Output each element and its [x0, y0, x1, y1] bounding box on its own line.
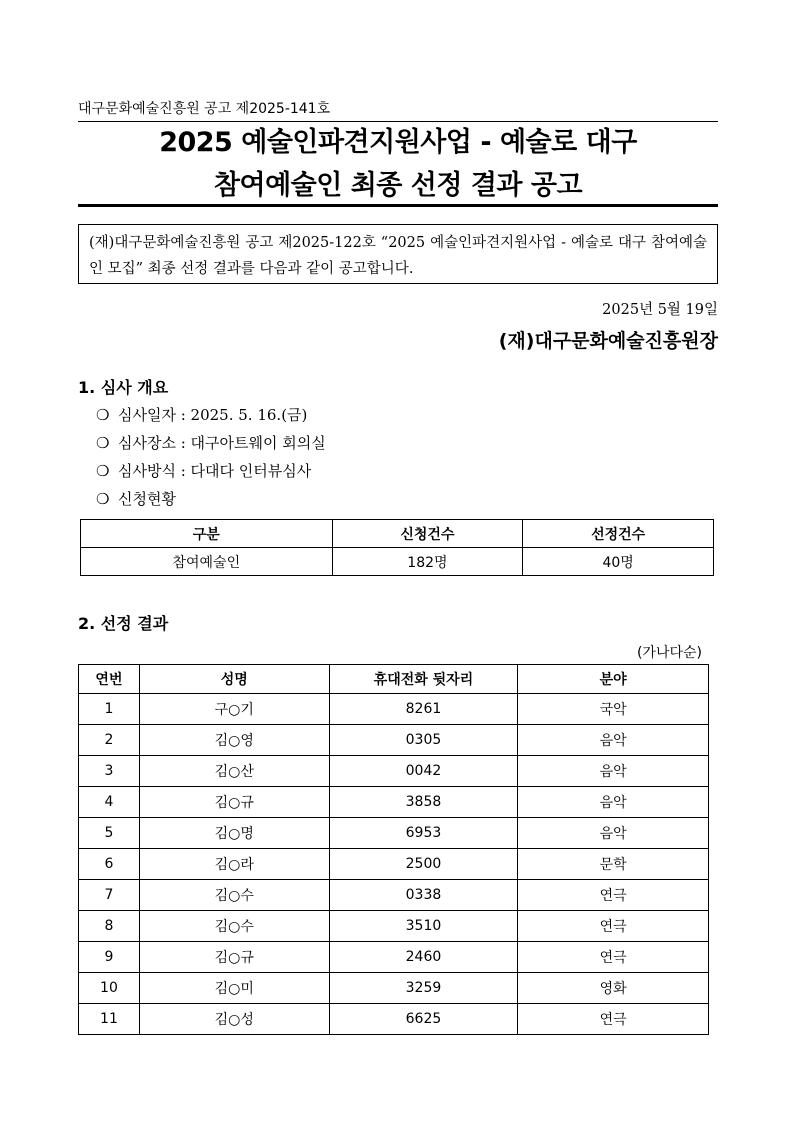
table-cell: 김○라 [139, 849, 329, 880]
table-cell: 11 [79, 1004, 140, 1035]
table-cell: 김○규 [139, 942, 329, 973]
title-line-2: 참여예술인 최종 선정 결과 공고 [213, 170, 583, 201]
table-cell: 연극 [518, 911, 709, 942]
table-cell: 7 [79, 880, 140, 911]
table-cell: 김○성 [139, 1004, 329, 1035]
table-cell: 182명 [332, 548, 523, 576]
issuing-organization: (재)대구문화예술진흥원장 [498, 330, 718, 352]
table-cell: 0305 [329, 725, 518, 756]
table-cell: 3 [79, 756, 140, 787]
table-cell: 3259 [329, 973, 518, 1004]
table-cell: 6625 [329, 1004, 518, 1035]
table-cell: 영화 [518, 973, 709, 1004]
table-cell: 5 [79, 818, 140, 849]
review-overview-list [96, 403, 326, 515]
notice-number: 대구문화예술진흥원 공고 제2025-141호 [78, 101, 331, 117]
result-table-body [79, 694, 709, 1035]
intro-box: (재)대구문화예술진흥원 공고 제2025-122호 “2025 예술인파견지원사업 - 예술로 대구 참여예술인 모집” 최종 선정 결과를 다음과 같이 공고합니다. [78, 224, 718, 284]
review-place: 심사장소 : 대구아트웨이 회의실 [118, 434, 326, 452]
table-row [79, 725, 709, 756]
header-rule-top [78, 121, 718, 122]
table-cell: 연극 [518, 942, 709, 973]
table-cell: 참여예술인 [81, 548, 333, 576]
table-cell: 8 [79, 911, 140, 942]
table-row [79, 818, 709, 849]
circle-bullet-icon: ❍ [96, 490, 110, 508]
column-header: 연번 [79, 665, 140, 694]
table-row [79, 756, 709, 787]
title-line-1: 2025 예술인파견지원사업 - 예술로 대구 [159, 127, 637, 158]
table-cell: 구○기 [139, 694, 329, 725]
circle-bullet-icon: ❍ [96, 406, 110, 424]
table-cell: 연극 [518, 1004, 709, 1035]
section-1-heading: 1. 심사 개요 [78, 378, 169, 397]
table-header-row [79, 665, 709, 694]
table-row [79, 849, 709, 880]
table-cell: 음악 [518, 818, 709, 849]
table-cell: 음악 [518, 787, 709, 818]
table-header-row [81, 520, 714, 548]
table-row [79, 694, 709, 725]
table-row [79, 1004, 709, 1035]
table-cell: 10 [79, 973, 140, 1004]
table-cell: 음악 [518, 756, 709, 787]
table-cell: 문학 [518, 849, 709, 880]
table-cell: 8261 [329, 694, 518, 725]
table-cell: 1 [79, 694, 140, 725]
column-header: 분야 [518, 665, 709, 694]
table-cell: 3510 [329, 911, 518, 942]
application-status: 신청현황 [118, 490, 176, 508]
table-cell: 국악 [518, 694, 709, 725]
table-cell: 김○영 [139, 725, 329, 756]
table-cell: 0338 [329, 880, 518, 911]
list-item [96, 459, 326, 487]
table-cell: 6953 [329, 818, 518, 849]
table-cell: 4 [79, 787, 140, 818]
table-cell: 2 [79, 725, 140, 756]
table-row [79, 880, 709, 911]
list-item [96, 431, 326, 459]
table-cell: 3858 [329, 787, 518, 818]
table-cell: 김○수 [139, 880, 329, 911]
sort-order-note: (가나다순) [636, 645, 702, 661]
table-cell: 김○미 [139, 973, 329, 1004]
table-cell: 40명 [523, 548, 714, 576]
table-cell: 0042 [329, 756, 518, 787]
circle-bullet-icon: ❍ [96, 462, 110, 480]
column-header: 선정건수 [523, 520, 714, 548]
table-row [79, 787, 709, 818]
notice-date: 2025년 5월 19일 [602, 302, 718, 318]
review-method: 심사방식 : 다대다 인터뷰심사 [118, 462, 312, 480]
table-cell: 6 [79, 849, 140, 880]
table-cell: 2460 [329, 942, 518, 973]
table-cell: 2500 [329, 849, 518, 880]
table-row [79, 973, 709, 1004]
selection-result-table [78, 664, 709, 1035]
table-cell: 김○산 [139, 756, 329, 787]
column-header: 성명 [139, 665, 329, 694]
header-rule-bottom [78, 204, 718, 207]
table-row [79, 911, 709, 942]
table-cell: 연극 [518, 880, 709, 911]
table-cell: 김○수 [139, 911, 329, 942]
column-header: 휴대전화 뒷자리 [329, 665, 518, 694]
section-2-heading: 2. 선정 결과 [78, 614, 169, 633]
application-status-table [80, 519, 714, 576]
table-cell: 9 [79, 942, 140, 973]
review-date: 심사일자 : 2025. 5. 16.(금) [118, 406, 308, 424]
column-header: 구분 [81, 520, 333, 548]
column-header: 신청건수 [332, 520, 523, 548]
table-row [81, 548, 714, 576]
list-item [96, 403, 326, 431]
table-cell: 김○규 [139, 787, 329, 818]
circle-bullet-icon: ❍ [96, 434, 110, 452]
table-cell: 김○명 [139, 818, 329, 849]
list-item [96, 487, 326, 515]
table-row [79, 942, 709, 973]
table-cell: 음악 [518, 725, 709, 756]
